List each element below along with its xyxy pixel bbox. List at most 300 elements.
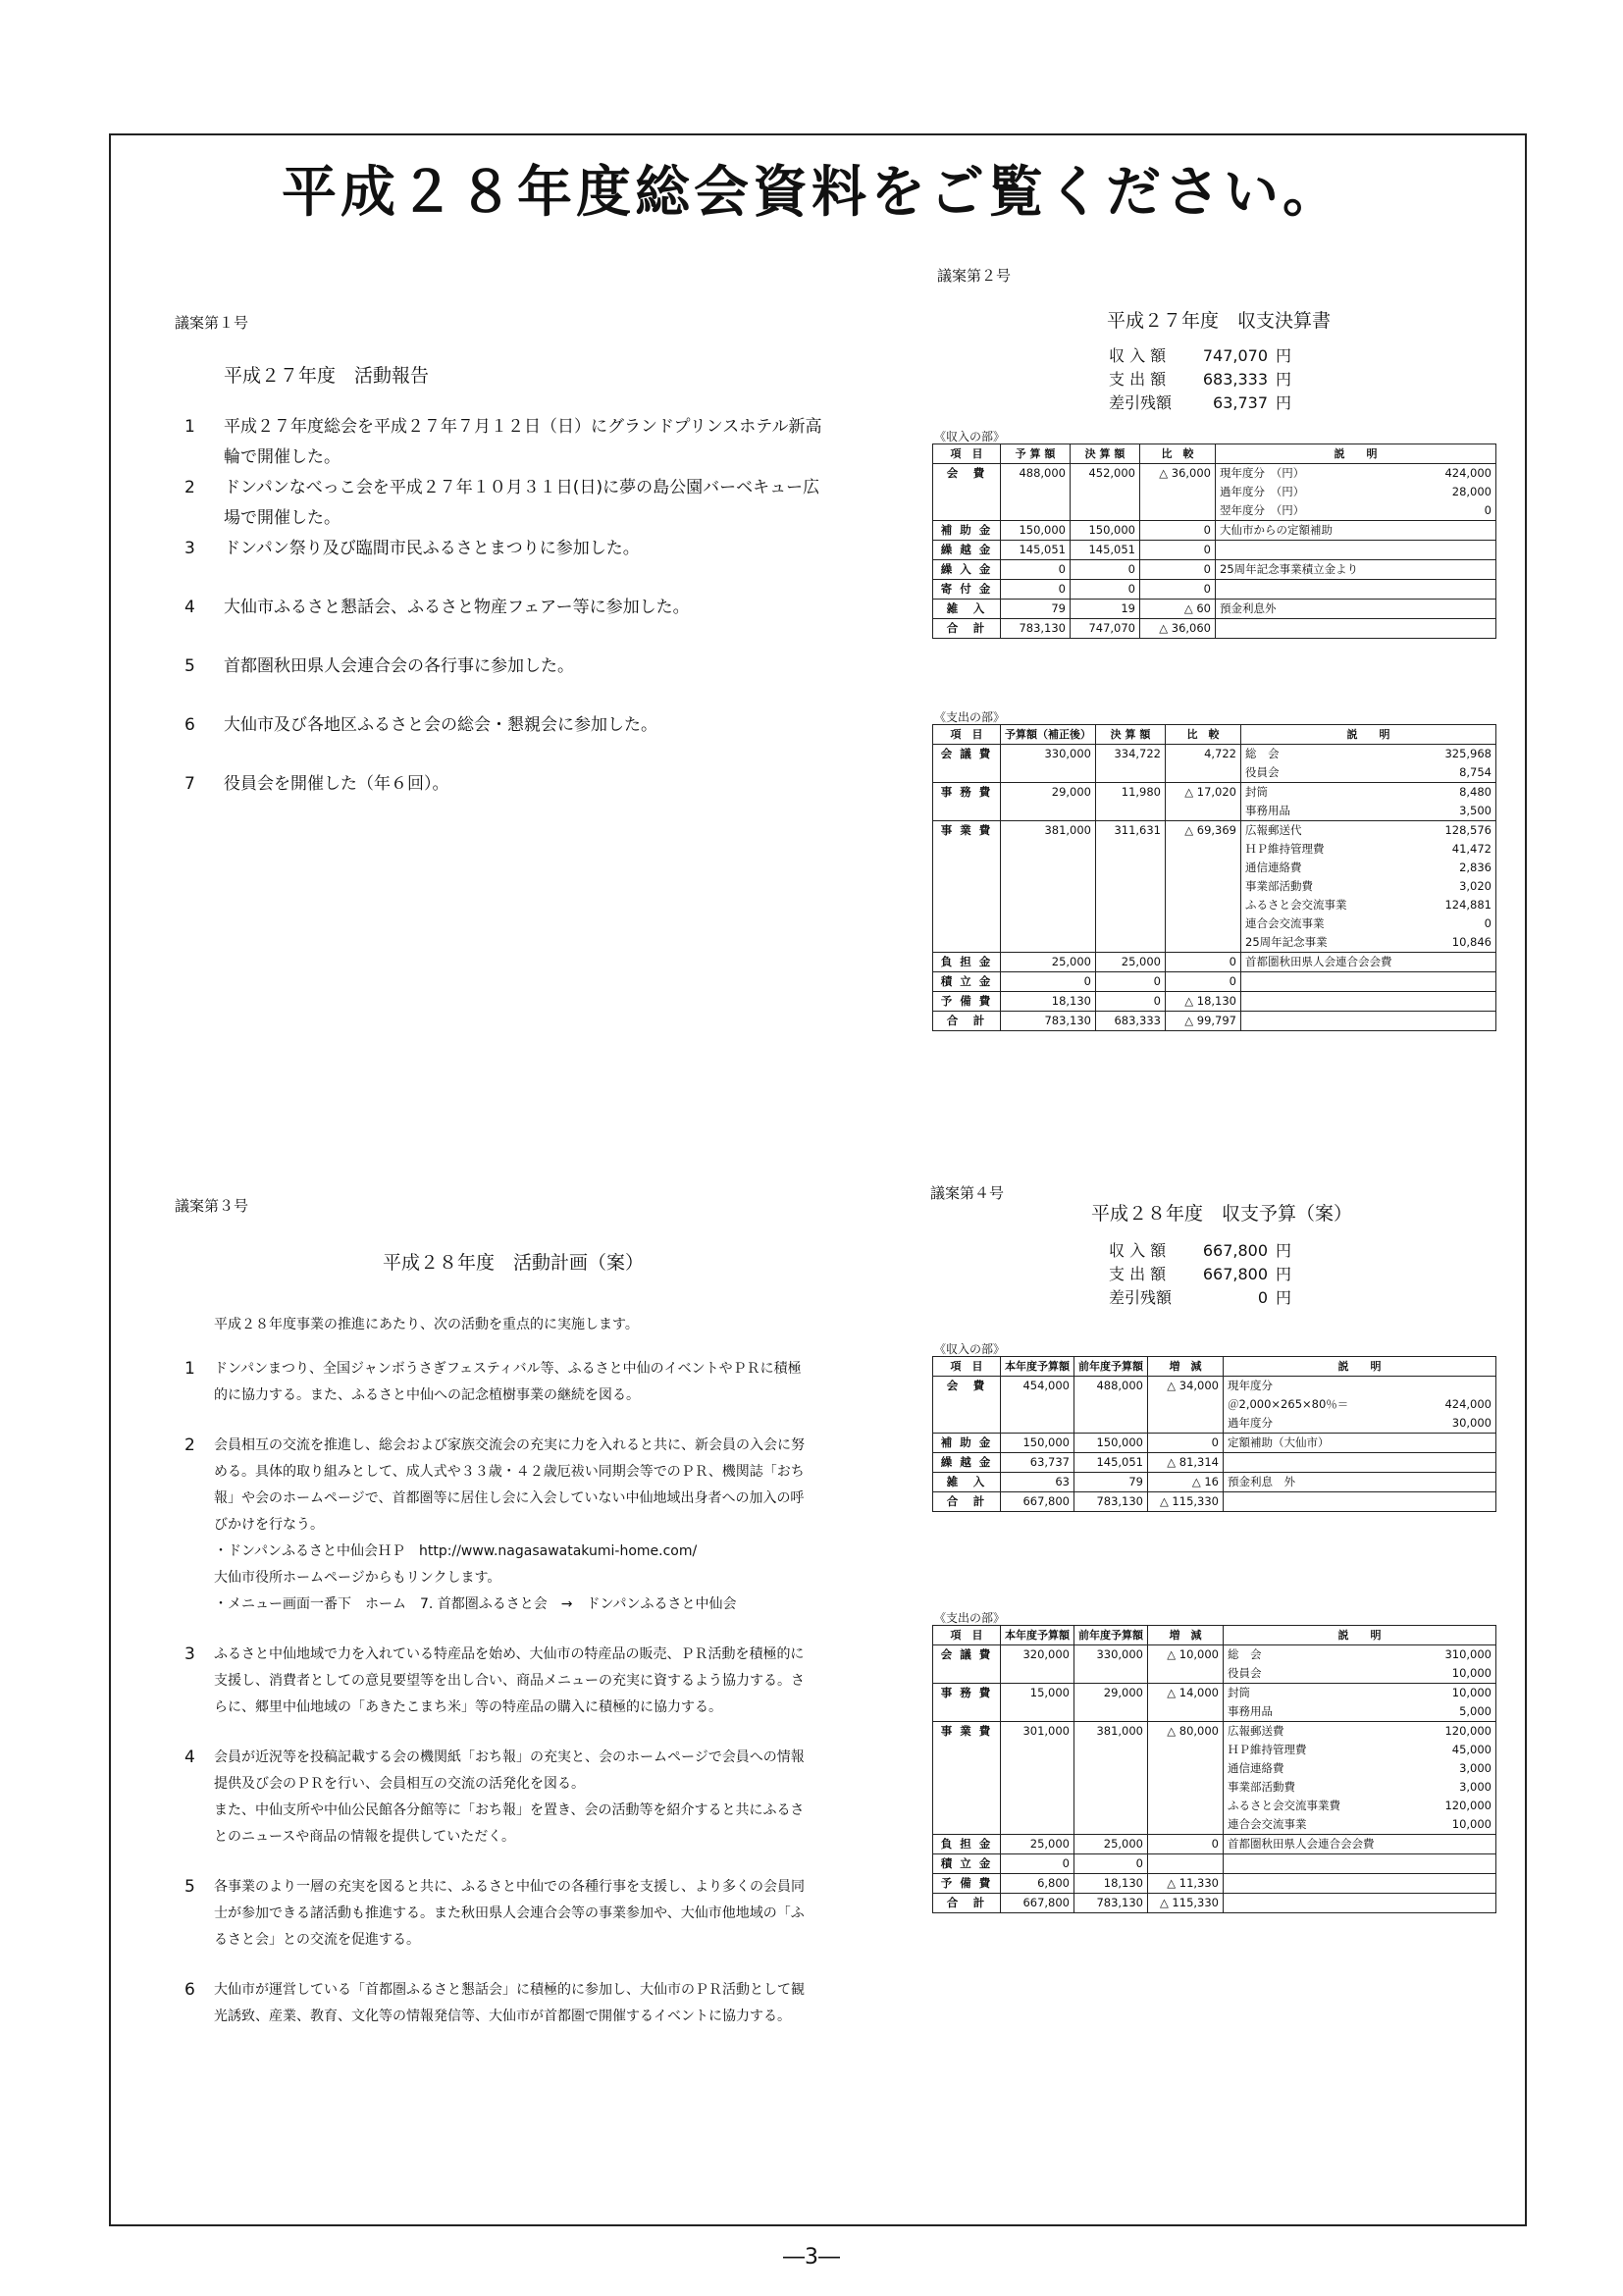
cell-description-value (1420, 619, 1496, 639)
agenda3-heading: 平成２８年度 活動計画（案） (383, 1252, 645, 1274)
agenda2-expense-table (932, 724, 1496, 1031)
table-row (933, 521, 1496, 541)
cell-actual: 783,130 (1074, 1492, 1148, 1512)
plan-item (184, 1433, 812, 1618)
cell-diff: △ 60 (1140, 600, 1216, 619)
plan-intro: 平成２８年度事業の推進にあたり、次の活動を重点的に実施します。 (214, 1317, 639, 1332)
cell-description: 現年度分 （円） (1216, 464, 1420, 484)
item-text: ドンパン祭り及び臨間市民ふるさとまつりに参加した。 (224, 539, 640, 558)
cell-description (1224, 1854, 1425, 1874)
cell-description: 25周年記念事業 (1241, 933, 1430, 953)
cell-description-value (1415, 1492, 1496, 1512)
plan-text: ふるさと中仙地域で力を入れている特産品を始め、大仙市の特産品の販売、ＰＲ活動を積極的に支援し、消費者としての意見要望等を出し合い、商品メニューの充実に資するよう協力する。さらに、郷里中仙地域の「あきたこまち米」等の特産品の購入に積極的に協力する。 (214, 1646, 805, 1715)
table-row (933, 992, 1496, 1012)
cell-budget: 15,000 (1001, 1684, 1074, 1722)
column-header: 前年度予算額 (1074, 1357, 1148, 1377)
cell-actual: 19 (1071, 600, 1140, 619)
agenda1-label: 議案第１号 (175, 314, 249, 332)
cell-budget: 150,000 (1001, 1434, 1074, 1453)
column-header: 比 較 (1166, 725, 1241, 745)
summary-label: 支 出 額 (1109, 370, 1167, 389)
plan-text: 大仙市役所ホームページからもリンクします。 (214, 1570, 501, 1586)
cell-description: ふるさと会交流事業 (1241, 896, 1430, 914)
cell-description-value: 3,000 (1425, 1778, 1496, 1797)
summary-value: 63,737 (1213, 393, 1269, 412)
cell-description: ＨＰ維持管理費 (1224, 1741, 1425, 1759)
agenda2-summary (1107, 343, 1299, 416)
report-item (184, 652, 822, 710)
cell-budget: 63,737 (1001, 1453, 1074, 1473)
column-header: 増 減 (1148, 1626, 1224, 1645)
cell-description-value (1420, 541, 1496, 560)
cell-description: ふるさと会交流事業費 (1224, 1797, 1425, 1815)
agenda4-label: 議案第４号 (930, 1184, 1005, 1202)
cell-actual: 150,000 (1074, 1434, 1148, 1453)
cell-diff: △ 115,330 (1148, 1492, 1224, 1512)
cell-item: 事 務 費 (933, 1684, 1001, 1722)
cell-item: 補 助 金 (933, 521, 1001, 541)
activity-report-list (184, 412, 822, 828)
cell-budget: 667,800 (1001, 1492, 1074, 1512)
cell-budget: 381,000 (1001, 821, 1096, 953)
cell-budget: 0 (1001, 972, 1096, 992)
cell-description: 事務用品 (1224, 1702, 1425, 1722)
item-number: 3 (184, 1644, 195, 1664)
cell-item: 合 計 (933, 1492, 1001, 1512)
cell-item: 繰 越 金 (933, 1453, 1001, 1473)
cell-diff: 4,722 (1166, 745, 1241, 783)
table-row (933, 1894, 1496, 1913)
cell-budget: 783,130 (1001, 619, 1071, 639)
plan-item (184, 1874, 812, 1954)
cell-diff: △ 34,000 (1148, 1377, 1224, 1434)
cell-description-value (1420, 580, 1496, 600)
cell-budget: 150,000 (1001, 521, 1071, 541)
cell-budget: 301,000 (1001, 1722, 1074, 1835)
cell-description-value: 3,500 (1429, 802, 1495, 821)
cell-item: 会 費 (933, 1377, 1001, 1434)
cell-description: 総 会 (1224, 1645, 1425, 1665)
plan-text: ・ドンパンふるさと中仙会ＨＰ http://www.nagasawatakumi-home.com/ (214, 1543, 698, 1559)
cell-budget: 79 (1001, 600, 1071, 619)
summary-row (1109, 392, 1297, 414)
table-row (933, 1854, 1496, 1874)
cell-description-value (1415, 1377, 1496, 1396)
cell-description-value (1425, 1894, 1496, 1913)
table-row (933, 783, 1496, 803)
cell-diff: 0 (1166, 953, 1241, 972)
page-title: 平成２８年度総会資料をご覧ください。 (282, 161, 1341, 225)
item-text: 役員会を開催した（年６回）。 (224, 774, 449, 794)
item-number: 1 (184, 1359, 195, 1379)
cell-description: 事業部活動費 (1224, 1778, 1425, 1797)
cell-budget: 18,130 (1001, 992, 1096, 1012)
item-number: 2 (184, 478, 195, 497)
table-row (933, 1835, 1496, 1854)
activity-plan (184, 1312, 812, 2054)
summary-row (1109, 1264, 1297, 1285)
cell-description-value: 28,000 (1420, 483, 1496, 501)
cell-description: 連合会交流事業 (1241, 914, 1430, 933)
agenda3-label: 議案第３号 (175, 1197, 249, 1215)
cell-description: 役員会 (1224, 1664, 1425, 1684)
summary-unit: 円 (1276, 346, 1292, 365)
cell-description-value: 325,968 (1429, 745, 1495, 764)
cell-item: 積 立 金 (933, 1854, 1001, 1874)
cell-item: 事 業 費 (933, 821, 1001, 953)
column-header: 増 減 (1148, 1357, 1224, 1377)
agenda2-income-table (932, 444, 1496, 639)
item-text: 大仙市ふるさと懇話会、ふるさと物産フェアー等に参加した。 (224, 598, 690, 617)
cell-budget: 320,000 (1001, 1645, 1074, 1684)
cell-description-value (1429, 1012, 1495, 1031)
summary-label: 支 出 額 (1109, 1265, 1167, 1283)
table-row (933, 1453, 1496, 1473)
cell-description-value: 8,754 (1429, 763, 1495, 783)
column-header: 決 算 額 (1096, 725, 1166, 745)
cell-diff: △ 11,330 (1148, 1874, 1224, 1894)
cell-diff: △ 80,000 (1148, 1722, 1224, 1835)
report-item (184, 473, 822, 534)
summary-label: 差引残額 (1109, 393, 1173, 412)
cell-actual: 11,980 (1096, 783, 1166, 821)
cell-description: 過年度分 (1224, 1414, 1415, 1434)
cell-description-value: 45,000 (1425, 1741, 1496, 1759)
cell-diff: △ 17,020 (1166, 783, 1241, 821)
plan-text: ドンパンまつり、全国ジャンボうさぎフェスティバル等、ふるさと中仙のイベントやＰＲに積極的に協力する。また、ふるさと中仙への記念植樹事業の継続を図る。 (214, 1361, 802, 1403)
cell-description (1241, 972, 1430, 992)
cell-description: 役員会 (1241, 763, 1430, 783)
summary-unit: 円 (1276, 1288, 1292, 1307)
cell-item: 繰 入 金 (933, 560, 1001, 580)
header-row (933, 725, 1496, 745)
plan-text: 会員が近況等を投稿記載する会の機関紙「おち報」の充実と、会のホームページで会員への情報提供及び会のＰＲを行い、会員相互の交流の活発化を図る。 (214, 1749, 805, 1792)
cell-budget: 0 (1001, 560, 1071, 580)
plan-item (184, 1745, 812, 1851)
column-header: 説 明 (1241, 725, 1496, 745)
table-row (933, 1722, 1496, 1742)
cell-description-value: 3,000 (1425, 1759, 1496, 1778)
cell-diff: 0 (1166, 972, 1241, 992)
cell-description: 過年度分 （円） (1216, 483, 1420, 501)
table-row (933, 1874, 1496, 1894)
summary-value: 683,333 (1202, 370, 1269, 389)
cell-diff: 0 (1140, 560, 1216, 580)
table-row (933, 619, 1496, 639)
table-row (933, 580, 1496, 600)
cell-budget: 145,051 (1001, 541, 1071, 560)
cell-description: 首都圏秋田県人会連合会会費 (1224, 1835, 1425, 1854)
column-header: 本年度予算額 (1001, 1357, 1074, 1377)
cell-description-value (1425, 1854, 1496, 1874)
cell-item: 合 計 (933, 1012, 1001, 1031)
column-header: 項 目 (933, 1626, 1001, 1645)
cell-description (1241, 1012, 1430, 1031)
cell-budget: 667,800 (1001, 1894, 1074, 1913)
cell-diff: 0 (1140, 541, 1216, 560)
cell-description (1224, 1453, 1415, 1473)
cell-actual: 452,000 (1071, 464, 1140, 521)
cell-actual: 381,000 (1074, 1722, 1148, 1835)
cell-description-value: 5,000 (1425, 1702, 1496, 1722)
column-header: 本年度予算額 (1001, 1626, 1074, 1645)
summary-unit: 円 (1276, 1265, 1292, 1283)
table-row (933, 1434, 1496, 1453)
cell-item: 繰 越 金 (933, 541, 1001, 560)
cell-description (1241, 992, 1430, 1012)
summary-row (1109, 369, 1297, 391)
cell-diff: 0 (1140, 580, 1216, 600)
header-row (933, 1626, 1496, 1645)
cell-description: 総 会 (1241, 745, 1430, 764)
summary-label: 収 入 額 (1109, 1241, 1167, 1260)
cell-actual: 0 (1096, 972, 1166, 992)
cell-item: 会 議 費 (933, 745, 1001, 783)
cell-budget: 783,130 (1001, 1012, 1096, 1031)
agenda4-income-caption: 《収入の部》 (934, 1342, 1006, 1356)
column-header: 予算額（補正後） (1001, 725, 1096, 745)
cell-item: 会 議 費 (933, 1645, 1001, 1684)
cell-description-value: 424,000 (1420, 464, 1496, 484)
summary-label: 差引残額 (1109, 1288, 1173, 1307)
agenda2-heading: 平成２７年度 収支決算書 (1107, 310, 1332, 332)
cell-description (1224, 1492, 1415, 1512)
cell-item: 積 立 金 (933, 972, 1001, 992)
summary-row (1109, 345, 1297, 367)
cell-description (1224, 1874, 1425, 1894)
report-item (184, 769, 822, 828)
cell-description (1216, 619, 1420, 639)
table-row (933, 953, 1496, 972)
cell-description (1224, 1894, 1425, 1913)
cell-description-value (1425, 1874, 1496, 1894)
column-header: 説 明 (1216, 444, 1496, 464)
cell-actual: 0 (1074, 1854, 1148, 1874)
summary-unit: 円 (1276, 393, 1292, 412)
cell-description (1216, 580, 1420, 600)
table-row (933, 1645, 1496, 1665)
column-header: 項 目 (933, 444, 1001, 464)
cell-actual: 25,000 (1096, 953, 1166, 972)
column-header: 予 算 額 (1001, 444, 1071, 464)
cell-description-value: 0 (1420, 501, 1496, 521)
cell-diff: 0 (1140, 521, 1216, 541)
cell-description: 通信連絡費 (1224, 1759, 1425, 1778)
column-header: 前年度予算額 (1074, 1626, 1148, 1645)
cell-diff: △ 36,000 (1140, 464, 1216, 521)
cell-description: 広報郵送代 (1241, 821, 1430, 841)
cell-description-value: 10,846 (1429, 933, 1495, 953)
cell-actual: 145,051 (1074, 1453, 1148, 1473)
summary-unit: 円 (1276, 1241, 1292, 1260)
cell-actual: 0 (1071, 560, 1140, 580)
cell-budget: 454,000 (1001, 1377, 1074, 1434)
cell-description: 翌年度分 （円） (1216, 501, 1420, 521)
cell-description-value: 41,472 (1429, 840, 1495, 859)
item-number: 4 (184, 598, 195, 617)
cell-actual: 783,130 (1074, 1894, 1148, 1913)
cell-description: 封筒 (1241, 783, 1430, 803)
cell-budget: 63 (1001, 1473, 1074, 1492)
cell-description: ＠2,000×265×80％＝ (1224, 1395, 1415, 1414)
cell-diff: △ 10,000 (1148, 1645, 1224, 1684)
cell-actual: 79 (1074, 1473, 1148, 1492)
plan-text: ・メニュー画面一番下 ホーム 7. 首都圏ふるさと会 → ドンパンふるさと中仙会 (214, 1596, 737, 1612)
cell-actual: 334,722 (1096, 745, 1166, 783)
cell-description-value: 124,881 (1429, 896, 1495, 914)
report-item (184, 412, 822, 473)
item-text: 首都圏秋田県人会連合会の各行事に参加した。 (224, 656, 574, 676)
agenda4-income-table (932, 1356, 1496, 1512)
agenda2-income-caption: 《収入の部》 (934, 430, 1006, 444)
cell-diff: △ 81,314 (1148, 1453, 1224, 1473)
table-row (933, 821, 1496, 841)
cell-description: 預金利息 外 (1224, 1473, 1415, 1492)
cell-item: 合 計 (933, 619, 1001, 639)
cell-diff: △ 69,369 (1166, 821, 1241, 953)
table-row (933, 745, 1496, 764)
cell-budget: 29,000 (1001, 783, 1096, 821)
cell-description: 連合会交流事業 (1224, 1815, 1425, 1835)
table-row (933, 464, 1496, 484)
table-row (933, 1473, 1496, 1492)
plan-text: また、中仙支所や中仙公民館各分館等に「おち報」を置き、会の活動等を紹介すると共にふるさとのニュースや商品の情報を提供していただく。 (214, 1802, 805, 1845)
cell-description-value (1415, 1434, 1496, 1453)
cell-actual: 0 (1096, 992, 1166, 1012)
table-row (933, 560, 1496, 580)
cell-actual: 747,070 (1071, 619, 1140, 639)
report-item (184, 593, 822, 652)
item-number: 4 (184, 1748, 195, 1767)
table-row (933, 600, 1496, 619)
report-item (184, 534, 822, 593)
cell-description-value: 10,000 (1425, 1684, 1496, 1703)
cell-diff: △ 18,130 (1166, 992, 1241, 1012)
cell-budget: 330,000 (1001, 745, 1096, 783)
cell-description: 現年度分 (1224, 1377, 1415, 1396)
agenda4-expense-caption: 《支出の部》 (934, 1611, 1006, 1625)
cell-item: 負 担 金 (933, 1835, 1001, 1854)
agenda4-expense-table (932, 1625, 1496, 1913)
cell-budget: 6,800 (1001, 1874, 1074, 1894)
cell-description-value: 128,576 (1429, 821, 1495, 841)
cell-actual: 0 (1071, 580, 1140, 600)
cell-description-value: 30,000 (1415, 1414, 1496, 1434)
column-header: 決 算 額 (1071, 444, 1140, 464)
cell-description-value (1415, 1473, 1496, 1492)
table-row (933, 541, 1496, 560)
column-header: 比 較 (1140, 444, 1216, 464)
cell-budget: 25,000 (1001, 953, 1096, 972)
agenda1-heading: 平成２７年度 活動報告 (224, 365, 430, 387)
cell-description: 預金利息外 (1216, 600, 1420, 619)
cell-item: 事 務 費 (933, 783, 1001, 821)
cell-item: 会 費 (933, 464, 1001, 521)
item-number: 7 (184, 774, 195, 794)
page-number: ―3― (783, 2245, 840, 2270)
cell-description: 通信連絡費 (1241, 859, 1430, 877)
item-text: 平成２７年度総会を平成２７年７月１２日（日）にグランドプリンスホテル新高輪で開催した。 (224, 417, 822, 467)
table-row (933, 972, 1496, 992)
cell-budget: 0 (1001, 1854, 1074, 1874)
cell-description: 封筒 (1224, 1684, 1425, 1703)
column-header: 項 目 (933, 1357, 1001, 1377)
item-number: 5 (184, 656, 195, 676)
cell-description: 事務用品 (1241, 802, 1430, 821)
cell-item: 合 計 (933, 1894, 1001, 1913)
cell-diff: △ 14,000 (1148, 1684, 1224, 1722)
cell-description: 首都圏秋田県人会連合会会費 (1241, 953, 1430, 972)
cell-item: 雑 入 (933, 1473, 1001, 1492)
plan-item (184, 1356, 812, 1409)
cell-description-value: 3,020 (1429, 877, 1495, 896)
cell-diff: △ 99,797 (1166, 1012, 1241, 1031)
summary-label: 収 入 額 (1109, 346, 1167, 365)
cell-diff (1148, 1854, 1224, 1874)
agenda4-heading: 平成２８年度 収支予算（案） (1091, 1203, 1353, 1225)
cell-item: 寄 付 金 (933, 580, 1001, 600)
cell-description-value: 2,836 (1429, 859, 1495, 877)
summary-row (1109, 1240, 1297, 1262)
cell-diff: △ 115,330 (1148, 1894, 1224, 1913)
item-number: 1 (184, 417, 195, 437)
item-number: 6 (184, 715, 195, 735)
cell-description-value (1420, 521, 1496, 541)
cell-actual: 683,333 (1096, 1012, 1166, 1031)
cell-actual: 145,051 (1071, 541, 1140, 560)
plan-text: 大仙市が運営している「首都圏ふるさと懇話会」に積極的に参加し、大仙市のＰＲ活動として観光誘致、産業、教育、文化等の情報発信等、大仙市が首都圏で開催するイベントに協力する。 (214, 1982, 805, 2024)
cell-description-value: 0 (1429, 914, 1495, 933)
cell-description-value (1425, 1835, 1496, 1854)
item-text: ドンパンなべっこ会を平成２７年１０月３１日(日)に夢の島公園バーベキュー広場で開催した。 (224, 478, 820, 528)
column-header: 項 目 (933, 725, 1001, 745)
cell-description-value: 10,000 (1425, 1664, 1496, 1684)
item-number: 2 (184, 1435, 195, 1455)
plan-item (184, 1642, 812, 1721)
cell-description-value (1420, 600, 1496, 619)
cell-description-value: 120,000 (1425, 1797, 1496, 1815)
table-row (933, 1492, 1496, 1512)
cell-budget: 488,000 (1001, 464, 1071, 521)
plan-item (184, 1977, 812, 2030)
cell-description: ＨＰ維持管理費 (1241, 840, 1430, 859)
cell-actual: 29,000 (1074, 1684, 1148, 1722)
cell-description-value (1415, 1453, 1496, 1473)
cell-diff: 0 (1148, 1835, 1224, 1854)
cell-item: 予 備 費 (933, 1874, 1001, 1894)
cell-description (1216, 541, 1420, 560)
summary-row (1109, 1287, 1297, 1309)
cell-description-value: 8,480 (1429, 783, 1495, 803)
summary-value: 747,070 (1202, 346, 1269, 365)
cell-budget: 0 (1001, 580, 1071, 600)
column-header: 説 明 (1224, 1357, 1496, 1377)
item-number: 3 (184, 539, 195, 558)
cell-description-value (1429, 992, 1495, 1012)
plan-text: 会員相互の交流を推進し、総会および家族交流会の充実に力を入れると共に、新会員の入会に努める。具体的取り組みとして、成人式や３３歳・４２歳厄祓い同期会等でのＰＲ、機関誌「おち報」や会のホームページで、首都圏等に居住し会に入会していない中仙地域出身者への加入の呼びかけを行なう。 (214, 1437, 805, 1533)
table-row (933, 1377, 1496, 1396)
cell-description-value: 310,000 (1425, 1645, 1496, 1665)
summary-value: 0 (1257, 1288, 1269, 1307)
cell-description-value: 424,000 (1415, 1395, 1496, 1414)
cell-item: 雑 入 (933, 600, 1001, 619)
cell-diff: 0 (1148, 1434, 1224, 1453)
cell-item: 負 担 金 (933, 953, 1001, 972)
cell-description-value: 10,000 (1425, 1815, 1496, 1835)
cell-diff: △ 16 (1148, 1473, 1224, 1492)
header-row (933, 444, 1496, 464)
cell-budget: 25,000 (1001, 1835, 1074, 1854)
